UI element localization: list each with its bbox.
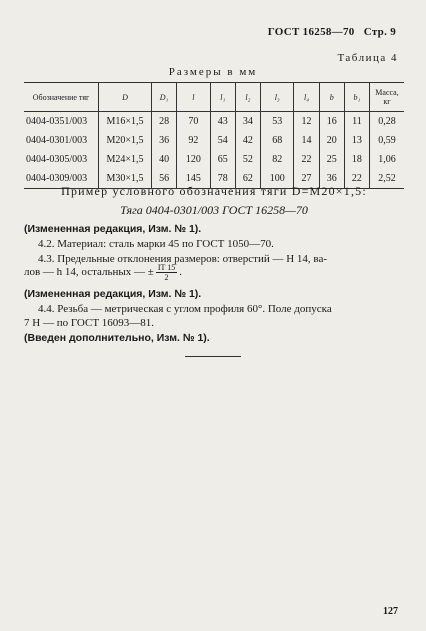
- column-header: Обозначение тяг: [24, 83, 99, 112]
- table-row: [24, 131, 404, 150]
- column-header: l₄: [294, 83, 319, 112]
- fraction-numerator: IT 15: [157, 262, 176, 272]
- column-header: l₃: [260, 83, 294, 112]
- table-title: Размеры в мм: [168, 66, 258, 78]
- table-cell: 0404-0305/003: [26, 154, 88, 165]
- revision-note: (Измененная редакция, Изм. № 1).: [24, 288, 202, 300]
- table-cell: 65: [210, 150, 235, 169]
- designation-code: Тяга 0404-0301/003 ГОСТ 16258—70: [120, 203, 308, 217]
- table-cell: 0404-0309/003: [24, 169, 99, 189]
- table-cell: M20×1,5: [99, 131, 152, 150]
- table-cell: 27: [294, 169, 319, 189]
- tolerance-end: .: [179, 266, 182, 278]
- designation-example: Пример условного обозначения тяги D=M20×1,5:: [61, 184, 367, 198]
- table-cell: 68: [260, 131, 294, 150]
- revision-note: (Измененная редакция, Изм. № 1).: [24, 223, 202, 235]
- column-header: l₁: [210, 83, 235, 112]
- table-cell: M16×1,5: [99, 112, 152, 132]
- table-cell: 11: [344, 112, 369, 132]
- table-cell: 2,52: [370, 169, 405, 189]
- table-cell: 0,28: [370, 112, 405, 132]
- table-cell: 70: [177, 112, 211, 132]
- page-header: [268, 26, 396, 38]
- table-cell: 54: [210, 131, 235, 150]
- table-row: [24, 112, 404, 132]
- tolerance-text: лов — h 14, остальных — ±: [24, 266, 154, 278]
- table-cell: 22: [344, 169, 369, 189]
- table-cell: 16: [319, 112, 344, 132]
- table-cell: 43: [210, 112, 235, 132]
- thread-paragraph: 4.4. Резьба — метрическая с углом профиля 60°. Поле допуска: [38, 303, 332, 315]
- table-cell: 0404-0301/003: [26, 135, 88, 146]
- table-cell: M24×1,5: [99, 150, 152, 169]
- table-cell: 92: [177, 131, 211, 150]
- table-cell: 1,06: [370, 150, 405, 169]
- table-cell: 14: [294, 131, 319, 150]
- tolerance-paragraph: 4.3. Предельные отклонения размеров: отверстий — H 14, ва-: [38, 253, 328, 265]
- table-cell: 25: [319, 150, 344, 169]
- column-header: b: [319, 83, 344, 112]
- table-cell: 0,59: [370, 131, 405, 150]
- thread-paragraph-cont: 7 H — по ГОСТ 16093—81.: [24, 317, 155, 329]
- column-header: l: [177, 83, 211, 112]
- tolerance-fraction: [156, 263, 177, 282]
- table-cell: 56: [152, 169, 177, 189]
- fraction-denominator: 2: [164, 272, 169, 282]
- table-cell: 82: [260, 150, 294, 169]
- dimensions-table: [24, 82, 404, 189]
- table-cell: 52: [235, 150, 260, 169]
- page-label: Стр. 9: [363, 26, 396, 38]
- table-cell: 78: [210, 169, 235, 189]
- table-cell: 145: [177, 169, 211, 189]
- table-cell: 53: [260, 112, 294, 132]
- column-header: b₁: [344, 83, 369, 112]
- table-cell: 28: [152, 112, 177, 132]
- added-note: (Введен дополнительно, Изм. № 1).: [24, 332, 210, 344]
- table-cell: 42: [235, 131, 260, 150]
- table-cell: 36: [319, 169, 344, 189]
- table-cell: 40: [152, 150, 177, 169]
- column-header: Масса, кг: [370, 83, 405, 112]
- table-cell: 18: [344, 150, 369, 169]
- material-paragraph: 4.2. Материал: сталь марки 45 по ГОСТ 1050—70.: [38, 238, 274, 250]
- table-cell: 36: [152, 131, 177, 150]
- page-number: 127: [383, 606, 398, 617]
- table-number: Таблица 4: [337, 52, 398, 64]
- column-header: l₂: [235, 83, 260, 112]
- tolerance-paragraph-cont: [24, 262, 404, 282]
- table-cell: 34: [235, 112, 260, 132]
- standard-number: ГОСТ 16258—70: [267, 26, 355, 38]
- column-header: D: [99, 83, 152, 112]
- table-cell: 12: [294, 112, 319, 132]
- table-cell: 120: [177, 150, 211, 169]
- table-row: [24, 150, 404, 169]
- table-cell: 62: [235, 169, 260, 189]
- section-divider: [185, 356, 241, 357]
- column-header: D₁: [152, 83, 177, 112]
- table-cell: 100: [260, 169, 294, 189]
- table-header-row: [24, 83, 404, 112]
- table-cell: M30×1,5: [99, 169, 152, 189]
- table-cell: 22: [294, 150, 319, 169]
- table-cell: 20: [319, 131, 344, 150]
- table-cell: 0404-0351/003: [26, 116, 88, 127]
- table-cell: 13: [344, 131, 369, 150]
